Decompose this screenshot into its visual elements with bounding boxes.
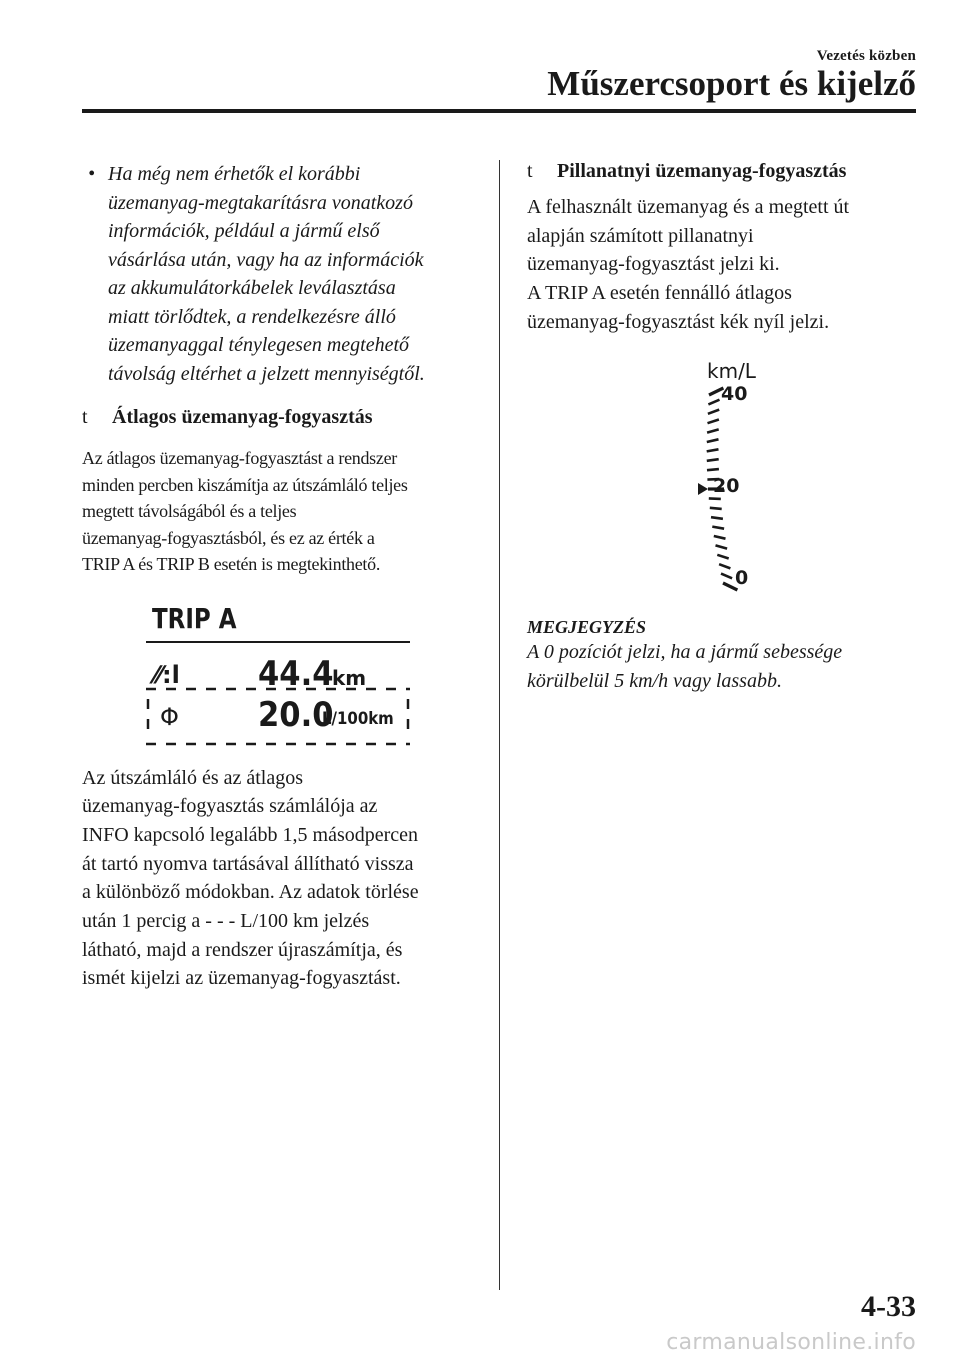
paragraph-line: üzemanyag-fogyasztást jelzi ki. xyxy=(527,253,780,276)
italic-note xyxy=(82,160,474,388)
gauge-tick xyxy=(710,507,722,508)
paragraph-line: megtett távolságából és a teljes xyxy=(82,501,297,521)
note-line: üzemanyag-megtakarításra vonatkozó xyxy=(108,191,413,214)
gauge-label-0: 0 xyxy=(735,566,749,589)
trip-title: TRIP A xyxy=(152,601,237,635)
paragraph-line: INFO kapcsoló legalább 1,5 másodpercen xyxy=(82,823,419,846)
gauge-tick xyxy=(714,536,726,539)
note-line: miatt törlődtek, a rendelkezésre álló xyxy=(108,305,396,328)
gauge-tick xyxy=(708,399,719,404)
note-line: távolság eltérhet a jelzett mennyiségtől. xyxy=(108,362,425,385)
gauge-tick xyxy=(719,564,730,568)
italic-note-text xyxy=(108,160,474,388)
gauge-label-20: 20 xyxy=(713,474,740,497)
paragraph-line: üzemanyag-fogyasztás számlálója az xyxy=(82,795,378,818)
gauge-tick xyxy=(708,419,719,423)
paragraph-line: ismét kijelzi az üzemanyag-fogyasztást. xyxy=(82,967,401,990)
gauge-tick xyxy=(716,545,728,548)
bullet-icon: • xyxy=(88,163,96,185)
note-text xyxy=(527,638,907,696)
trip-display-figure xyxy=(146,602,416,748)
gauge-tick xyxy=(711,517,723,519)
section-heading-text: Pillanatnyi üzemanyag-fogyasztás xyxy=(557,160,847,182)
right-column xyxy=(527,160,907,696)
trip-distance-unit: km xyxy=(332,665,367,690)
trip-distance-value: 44.4 xyxy=(258,653,334,694)
average-fuel-icon: ⁄⁄:l xyxy=(154,660,180,689)
gauge-tick xyxy=(709,498,721,499)
watermark: carmanualsonline.info xyxy=(666,1330,916,1355)
left-column xyxy=(82,160,474,993)
section-marker-icon: t xyxy=(82,406,88,428)
header-section-label: Vezetés közben xyxy=(816,48,916,64)
note-line: Ha még nem érhetők el korábbi xyxy=(108,163,361,185)
gauge-tick xyxy=(717,554,728,558)
gauge-tick xyxy=(712,526,724,528)
paragraph-line: a különböző módokban. Az adatok törlése xyxy=(82,881,419,904)
instant-paragraph xyxy=(527,193,907,337)
average-marker-arrow-icon xyxy=(698,483,708,495)
note-line: üzemanyaggal ténylegesen megtehető xyxy=(108,334,410,356)
gauge-tick xyxy=(707,429,719,432)
instant-fuel-icon: Φ xyxy=(160,702,179,731)
trip-consumption-value: 20.0 xyxy=(258,694,334,735)
average-paragraph xyxy=(82,445,474,578)
paragraph-line: után 1 percig a - - - L/100 km jelzés xyxy=(82,910,370,933)
paragraph-line: Az átlagos üzemanyag-fogyasztást a rendszer xyxy=(82,448,397,468)
section-heading-average xyxy=(82,406,474,429)
note-line: információk, például a jármű első xyxy=(108,220,380,242)
page-number: 4-33 xyxy=(861,1290,916,1323)
gauge-tick xyxy=(708,409,719,413)
paragraph-line: minden percben kiszámítja az útszámláló teljes xyxy=(82,474,408,495)
gauge-tick xyxy=(707,439,719,442)
gauge-unit-label: km/L xyxy=(707,358,756,383)
section-heading-instant xyxy=(527,160,907,183)
column-divider xyxy=(499,160,500,1290)
note-line: A 0 pozíciót jelzi, ha a jármű sebessége xyxy=(527,640,843,663)
fuel-gauge-ticks xyxy=(679,359,819,609)
reset-paragraph xyxy=(82,764,474,994)
paragraph-line: Az útszámláló és az átlagos xyxy=(82,766,304,789)
section-marker-icon: t xyxy=(527,160,533,182)
section-heading-text: Átlagos üzemanyag-fogyasztás xyxy=(112,406,373,428)
note-line: körülbelül 5 km/h vagy lassabb. xyxy=(527,669,782,692)
paragraph-line: TRIP A és TRIP B esetén is megtekinthető. xyxy=(82,554,381,574)
gauge-label-40: 40 xyxy=(721,382,748,405)
paragraph-line: látható, majd a rendszer újraszámítja, és xyxy=(82,938,403,961)
gauge-tick xyxy=(721,573,732,578)
note-label: MEGJEGYZÉS xyxy=(527,616,647,637)
paragraph-line: alapján számított pillanatnyi xyxy=(527,224,754,247)
paragraph-line: át tartó nyomva tartásával állítható vissza xyxy=(82,852,414,875)
note-line: az akkumulátorkábelek leválasztása xyxy=(108,277,396,299)
gauge-tick xyxy=(707,469,719,470)
trip-consumption-unit: L/100km xyxy=(322,708,394,729)
paragraph-line: A TRIP A esetén fennálló átlagos xyxy=(527,282,792,305)
paragraph-line: A felhasznált üzemanyag és a megtett út xyxy=(527,196,850,218)
note-line: vásárlása után, vagy ha az információk xyxy=(108,248,424,271)
fuel-gauge-figure xyxy=(679,359,819,609)
page-title: Műszercsoport és kijelző xyxy=(547,64,916,103)
gauge-tick xyxy=(707,449,719,451)
gauge-tick xyxy=(707,459,719,461)
paragraph-line: üzemanyag-fogyasztást kék nyíl jelzi. xyxy=(527,310,830,333)
paragraph-line: üzemanyag-fogyasztásból, és ez az érték a xyxy=(82,527,375,548)
header-rule xyxy=(82,109,916,113)
